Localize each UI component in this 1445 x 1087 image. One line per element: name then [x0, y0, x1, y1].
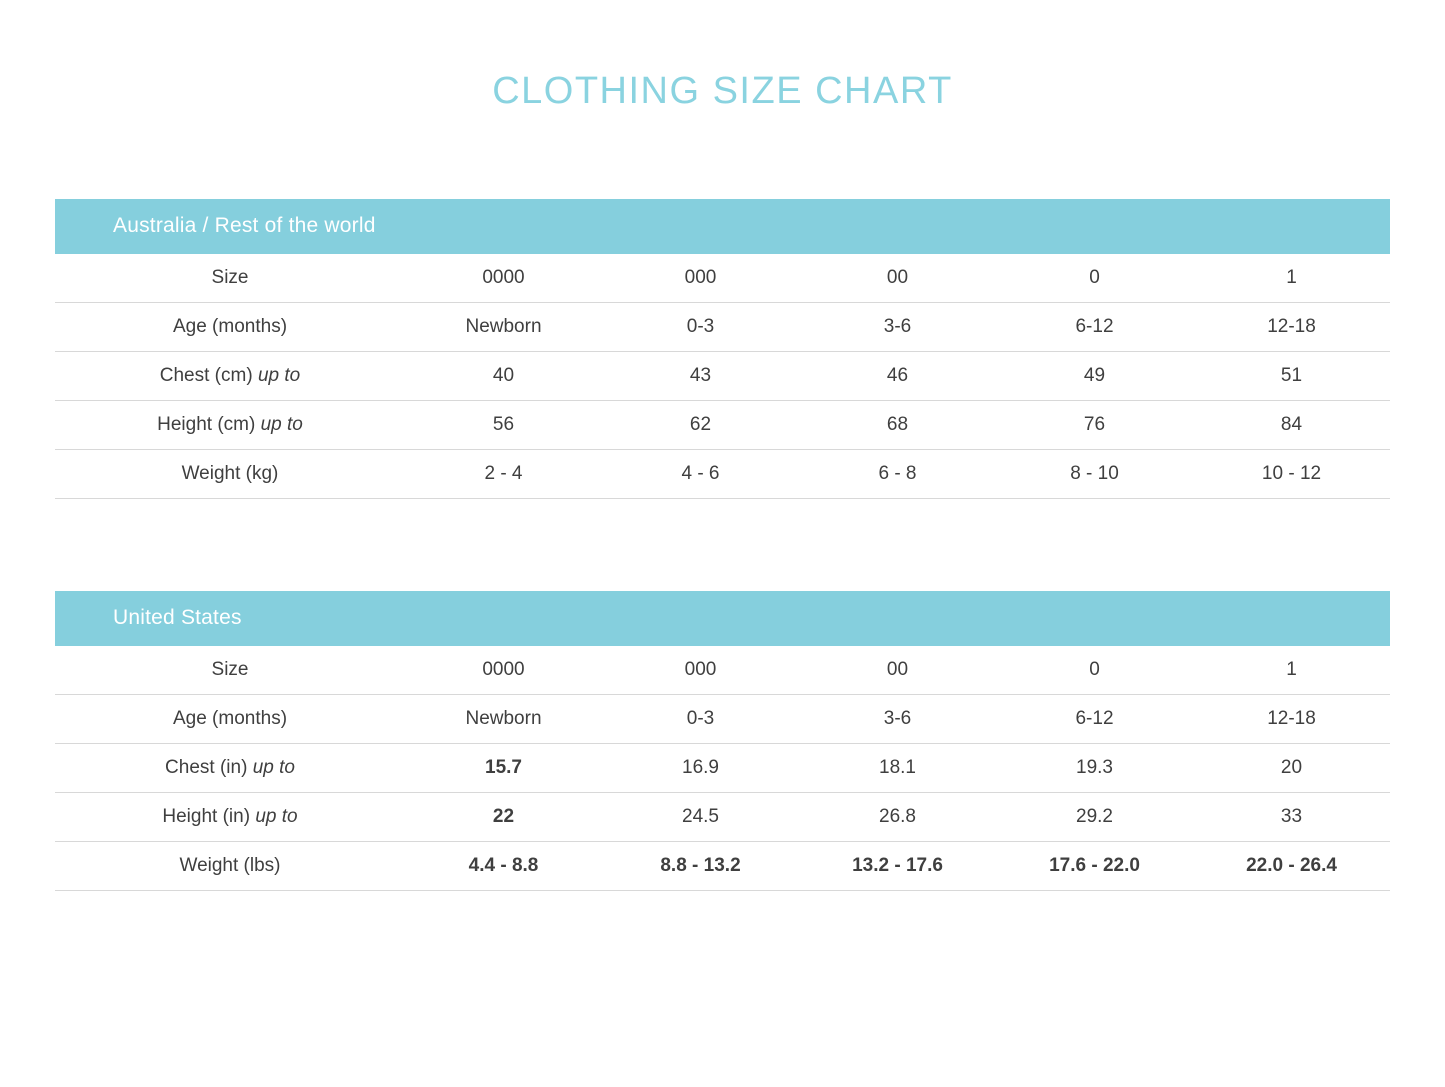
- table-united-states: [55, 646, 1390, 891]
- cell-value: 8.8 - 13.2: [602, 842, 799, 891]
- table-australia: [55, 254, 1390, 499]
- cell-value: 1: [1193, 254, 1390, 303]
- cell-value: 76: [996, 401, 1193, 450]
- cell-value: 3-6: [799, 695, 996, 744]
- section-header-united-states: United States: [55, 591, 1390, 646]
- row-label: Weight (lbs): [55, 842, 405, 891]
- cell-value: 19.3: [996, 744, 1193, 793]
- cell-value: 0000: [405, 646, 602, 695]
- cell-value: 1: [1193, 646, 1390, 695]
- cell-value: 4 - 6: [602, 450, 799, 499]
- cell-value: 24.5: [602, 793, 799, 842]
- table-row: [55, 646, 1390, 695]
- table-row: [55, 352, 1390, 401]
- cell-value: 0-3: [602, 695, 799, 744]
- cell-value: 43: [602, 352, 799, 401]
- cell-value: 26.8: [799, 793, 996, 842]
- cell-value: 84: [1193, 401, 1390, 450]
- cell-value: 20: [1193, 744, 1390, 793]
- table-row: [55, 744, 1390, 793]
- cell-value: 12-18: [1193, 303, 1390, 352]
- cell-value: 12-18: [1193, 695, 1390, 744]
- row-label: Height (in) up to: [55, 793, 405, 842]
- cell-value: 8 - 10: [996, 450, 1193, 499]
- cell-value: 0-3: [602, 303, 799, 352]
- cell-value: 46: [799, 352, 996, 401]
- cell-value: 3-6: [799, 303, 996, 352]
- row-label: Weight (kg): [55, 450, 405, 499]
- cell-value: 13.2 - 17.6: [799, 842, 996, 891]
- cell-value: 15.7: [405, 744, 602, 793]
- section-header-australia: Australia / Rest of the world: [55, 199, 1390, 254]
- cell-value: Newborn: [405, 303, 602, 352]
- cell-value: Newborn: [405, 695, 602, 744]
- cell-value: 18.1: [799, 744, 996, 793]
- cell-value: 00: [799, 254, 996, 303]
- table-row: [55, 450, 1390, 499]
- cell-value: 40: [405, 352, 602, 401]
- cell-value: 17.6 - 22.0: [996, 842, 1193, 891]
- table-row: [55, 695, 1390, 744]
- cell-value: 00: [799, 646, 996, 695]
- cell-value: 000: [602, 646, 799, 695]
- cell-value: 0: [996, 254, 1193, 303]
- row-label: Size: [55, 646, 405, 695]
- cell-value: 49: [996, 352, 1193, 401]
- cell-value: 0: [996, 646, 1193, 695]
- table-row: [55, 842, 1390, 891]
- cell-value: 29.2: [996, 793, 1193, 842]
- cell-value: 0000: [405, 254, 602, 303]
- row-label: Height (cm) up to: [55, 401, 405, 450]
- cell-value: 22: [405, 793, 602, 842]
- page-title: CLOTHING SIZE CHART: [492, 70, 953, 112]
- cell-value: 22.0 - 26.4: [1193, 842, 1390, 891]
- cell-value: 33: [1193, 793, 1390, 842]
- cell-value: 2 - 4: [405, 450, 602, 499]
- row-label: Age (months): [55, 303, 405, 352]
- cell-value: 6-12: [996, 303, 1193, 352]
- table-row: [55, 793, 1390, 842]
- cell-value: 51: [1193, 352, 1390, 401]
- row-label: Age (months): [55, 695, 405, 744]
- cell-value: 68: [799, 401, 996, 450]
- cell-value: 62: [602, 401, 799, 450]
- size-table-united-states: [55, 591, 1390, 891]
- cell-value: 000: [602, 254, 799, 303]
- size-table-australia: [55, 199, 1390, 499]
- cell-value: 4.4 - 8.8: [405, 842, 602, 891]
- table-row: [55, 254, 1390, 303]
- size-chart-page: [0, 70, 1445, 1087]
- row-label: Size: [55, 254, 405, 303]
- cell-value: 16.9: [602, 744, 799, 793]
- cell-value: 6-12: [996, 695, 1193, 744]
- row-label: Chest (in) up to: [55, 744, 405, 793]
- cell-value: 10 - 12: [1193, 450, 1390, 499]
- cell-value: 6 - 8: [799, 450, 996, 499]
- cell-value: 56: [405, 401, 602, 450]
- table-row: [55, 401, 1390, 450]
- table-row: [55, 303, 1390, 352]
- row-label: Chest (cm) up to: [55, 352, 405, 401]
